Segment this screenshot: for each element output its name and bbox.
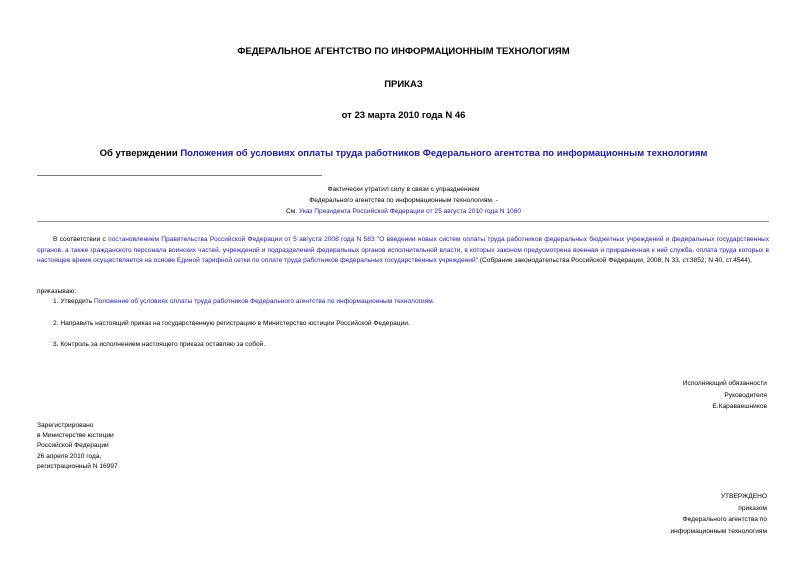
date-number-heading: от 23 марта 2010 года N 46 [341, 110, 466, 121]
registration-line1: Зарегистрировано [37, 422, 94, 429]
item-2: 2. Направить настоящий приказ на государственную регистрацию в Министерство юстиции Российской Федерации. [53, 320, 410, 327]
document-title [0, 148, 807, 159]
approved-line3: Федерального агентства по [682, 516, 767, 523]
preamble-start: В соответствии с [53, 236, 109, 243]
signature-line2: Руководителя [724, 392, 767, 399]
item-3: 3. Контроль за исполнением настоящего приказа оставляю за собой. [53, 341, 266, 348]
signature-line1: Исполняющий обязанности [682, 380, 767, 387]
resolution-link[interactable]: постановлением Правительства Российской Федерации от 5 августа 2008 года N 583 "О введении новых систем оплаты труда работников федеральных бюджетных учреждений и федеральных государственных органов, а также гражданского персонала воинских частей, учреждений и подразделений федеральных органов исполнительной власти, в которых законом предусмотрена военная и приравненная к ней служба, оплата труда которых в настоящее время осуществляется на основе Единой тарифной сетки по оплате труда работников федеральных государственных учреждений" [37, 236, 769, 264]
doc-type-heading: ПРИКАЗ [384, 79, 423, 90]
preamble-end: (Собрание законодательства Российской Федерации, 2008, N 33, ст.3852; N 40, ст.4544), [478, 257, 752, 264]
top-divider [37, 175, 322, 176]
decree-link[interactable]: Указ Президента Российской Федерации от 25 августа 2010 года N 1060 [298, 208, 522, 215]
registration-line5: регистрационный N 16997 [37, 462, 118, 470]
status-note-line3 [0, 207, 807, 218]
note-divider [37, 221, 769, 222]
status-note-line2: Федерального агентства по информационным технологиям. - [309, 197, 498, 204]
order-word: приказываю: [37, 288, 77, 295]
preamble-paragraph [37, 235, 769, 267]
registration-line2: в Министерстве юстиции [37, 432, 114, 440]
signature-line3: Е.Караваешников [712, 403, 767, 410]
registration-line4: 26 апреля 2010 года, [37, 452, 102, 460]
agency-heading: ФЕДЕРАЛЬНОЕ АГЕНТСТВО ПО ИНФОРМАЦИОННЫМ ТЕХНОЛОГИЯМ [237, 46, 570, 57]
registration-line3: Российской Федерации [37, 442, 109, 450]
status-note-line1: Фактически утратил силу в связи с упразднением [327, 186, 480, 193]
approved-line1: УТВЕРЖДЕНО [720, 493, 767, 500]
title-link[interactable]: Положения об условиях оплаты труда работников Федерального агентства по информационным технологиям [180, 148, 708, 159]
item-1-prefix: 1. Утвердить [53, 298, 94, 305]
registration-block [37, 421, 118, 472]
approved-line2: приказом [738, 505, 767, 512]
status-note-prefix: См. [285, 208, 299, 215]
item-1 [53, 297, 435, 308]
regulation-link[interactable]: Положение об условиях оплаты труда работников Федерального агентства по информационным технологиям [93, 298, 433, 305]
approved-line4: информационным технологиям [670, 528, 767, 535]
title-prefix: Об утверждении [99, 148, 181, 159]
item-1-suffix: . [432, 298, 435, 305]
